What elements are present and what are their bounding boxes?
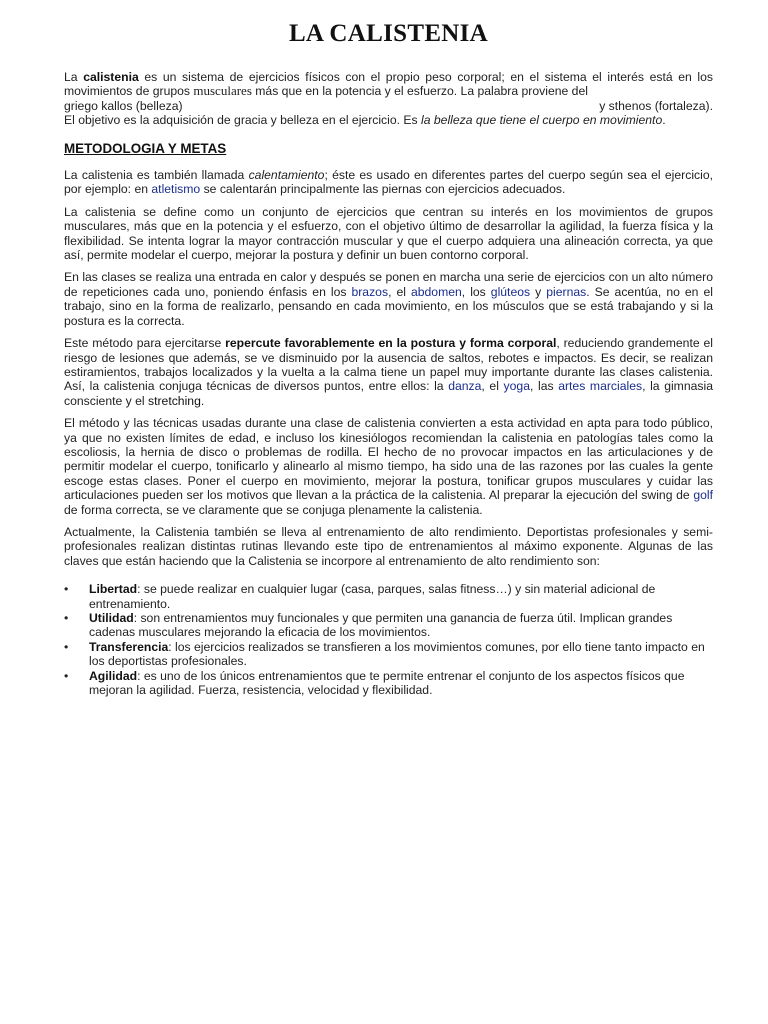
paragraph-3 bbox=[64, 270, 713, 328]
etymology-right: y sthenos (fortaleza). bbox=[599, 98, 713, 113]
list-item-term: Agilidad bbox=[89, 668, 138, 683]
paragraph-text: Este método para ejercitarse bbox=[64, 336, 226, 351]
list-item-term: Utilidad bbox=[89, 611, 134, 625]
link-stretching[interactable]: stretching bbox=[148, 393, 201, 408]
link-gluteos[interactable]: glúteos bbox=[490, 284, 531, 299]
paragraph-text: , el bbox=[388, 284, 411, 299]
paragraph-text: . Se acentúa, no en el trabajo, sino en la forma de realizarlo, pensando en cada movimiento, en los músculos que se está trabajando y si la postura es la correcta. bbox=[64, 284, 713, 328]
paragraph-text: , la gimnasia consciente y el bbox=[64, 379, 713, 408]
bold-phrase: repercute favorablemente en la postura y forma corporal bbox=[225, 336, 557, 351]
list-item-term: Transferencia bbox=[89, 639, 169, 654]
link-golf[interactable]: golf bbox=[693, 488, 713, 503]
bullet-icon: • bbox=[64, 582, 69, 597]
list-item-text: : es uno de los únicos entrenamientos que te permite entrenar el conjunto de los aspectos físicos que mejoran la agilidad. Fuerza, resistencia, velocidad y flexibilidad. bbox=[89, 668, 685, 698]
list-item bbox=[64, 669, 713, 698]
italic-term: calentamiento bbox=[248, 168, 325, 183]
paragraph-text: se calentarán principalmente las piernas con ejercicios adecuados. bbox=[200, 182, 566, 197]
paragraph-6: Actualmente, la Calistenia también se lleva al entrenamiento de alto rendimiento. Deportistas profesionales y semi-profesionales realizan distintas rutinas llevando este tipo de entrenamientos al máximo exponente. Algunas de las claves que están haciendo que la Calistenia se incorpore al entrenamiento de alto rendimiento son: bbox=[64, 524, 713, 568]
list-item-text: : los ejercicios realizados se transfieren a los movimientos comunes, por ello tiene tanto impacto en los deportistas profesionales. bbox=[89, 639, 705, 669]
intro-text: más que en la potencia y el esfuerzo. La palabra proviene del bbox=[251, 84, 588, 99]
link-danza[interactable]: danza bbox=[448, 379, 482, 394]
intro-serif-word: musculares bbox=[193, 83, 252, 99]
paragraph-text: ; éste es usado en diferentes partes del cuerpo según sea el ejercicio, por ejemplo: en bbox=[64, 168, 713, 197]
link-artes-marciales[interactable]: artes marciales bbox=[558, 379, 643, 394]
objective-text: . bbox=[662, 113, 666, 128]
paragraph-text: de forma correcta, se ve claramente que se conjuga plenamente la calistenia. bbox=[64, 502, 483, 517]
paragraph-5 bbox=[64, 416, 713, 517]
keys-list bbox=[64, 582, 713, 697]
intro-objective bbox=[64, 113, 713, 127]
paragraph-text: El método y las técnicas usadas durante una clase de calistenia convierten a esta actividad en apta para todo público, ya que no existen límites de edad, e incluso los kinesiólogos recomiendan la calistenia en patologías tales como la escoliosis, la hernia de disco o problemas de rodilla. El hecho de no provocar impactos en las articulaciones y de permitir modelar el cuerpo, tonificarlo y alinearlo al mismo tiempo, ha sido una de las razones por las cuales la gente escoge estas clases. Poner el cuerpo en movimiento, mejorar la postura, tonificar grupos musculares y cuidar las articulaciones pueden ser los motivos que llevan a la práctica de la calistenia. Al preparar la ejecución del swing de bbox=[64, 416, 713, 503]
paragraph-text: La calistenia es también llamada bbox=[64, 168, 249, 183]
paragraph-4 bbox=[64, 336, 713, 408]
link-piernas[interactable]: piernas bbox=[546, 284, 587, 299]
bullet-icon: • bbox=[64, 611, 69, 625]
link-atletismo[interactable]: atletismo bbox=[151, 182, 201, 197]
intro-bold-term: calistenia bbox=[83, 70, 139, 84]
paragraph-text: , las bbox=[529, 379, 559, 394]
intro-text: La bbox=[64, 70, 84, 84]
bullet-icon: • bbox=[64, 668, 69, 683]
paragraph-text: y bbox=[530, 284, 547, 299]
paragraph-text: , reduciendo grandemente el riesgo de lesiones que además, se ve disminuido por la ausencia de saltos, rebotes e impactos. Es decir, se realizan estiramientos, trabajos localizados y la vuelta a la calma tiene un papel muy importante durante las clases calistenia. Así, la calistenia conjuga técnicas de diversos puntos, entre ellos: la bbox=[64, 336, 713, 394]
paragraph-text: , el bbox=[481, 379, 504, 394]
intro-paragraph bbox=[64, 70, 713, 99]
paragraph-text: En las clases se realiza una entrada en calor y después se ponen en marcha una serie de ejercicios con un alto número de repeticiones cada uno, poniendo énfasis en los bbox=[64, 270, 713, 299]
objective-italic: la belleza que tiene el cuerpo en movimiento bbox=[421, 113, 663, 128]
list-item-term: Libertad bbox=[89, 582, 138, 597]
paragraph-text: , los bbox=[461, 284, 491, 299]
list-item bbox=[64, 611, 713, 640]
list-item bbox=[64, 582, 713, 611]
intro-text: es un sistema de ejercicios físicos con el propio peso corporal; en el sistema el interés está en los movimientos de grupos bbox=[64, 70, 713, 99]
list-item bbox=[64, 640, 713, 669]
etymology-left: griego kallos (belleza) bbox=[64, 98, 183, 113]
section-heading: METODOLOGIA Y METAS bbox=[64, 140, 227, 156]
paragraph-2: La calistenia se define como un conjunto de ejercicios que centran su interés en los movimientos de grupos musculares, más que en la potencia y el esfuerzo, con el objetivo último de desarrollar la agilidad, la fuerza física y la flexibilidad. Se intenta lograr la mayor contracción muscular y que el cuerpo adquiera una alineación correcta, ya que así, permite modelar el cuerpo, mejorar la postura y definir un buen contorno corporal. bbox=[64, 204, 713, 263]
paragraph-1 bbox=[64, 168, 713, 197]
list-item-text: : se puede realizar en cualquier lugar (casa, parques, salas fitness…) y sin material adicional de entrenamiento. bbox=[89, 582, 656, 611]
link-yoga[interactable]: yoga bbox=[503, 379, 530, 394]
link-abdomen[interactable]: abdomen bbox=[410, 284, 462, 299]
intro-etymology-line bbox=[64, 99, 713, 113]
list-item-text: : son entrenamientos muy funcionales y que permiten una ganancia de fuerza útil. Implican grandes cadenas musculares mejorando la eficacia de los movimientos. bbox=[89, 611, 673, 640]
page-title: LA CALISTENIA bbox=[288, 20, 489, 47]
paragraph-text: . bbox=[200, 393, 205, 408]
bullet-icon: • bbox=[64, 639, 69, 654]
link-brazos[interactable]: brazos bbox=[351, 284, 389, 299]
objective-text: El objetivo es la adquisición de gracia y belleza en el ejercicio. Es bbox=[64, 113, 422, 128]
